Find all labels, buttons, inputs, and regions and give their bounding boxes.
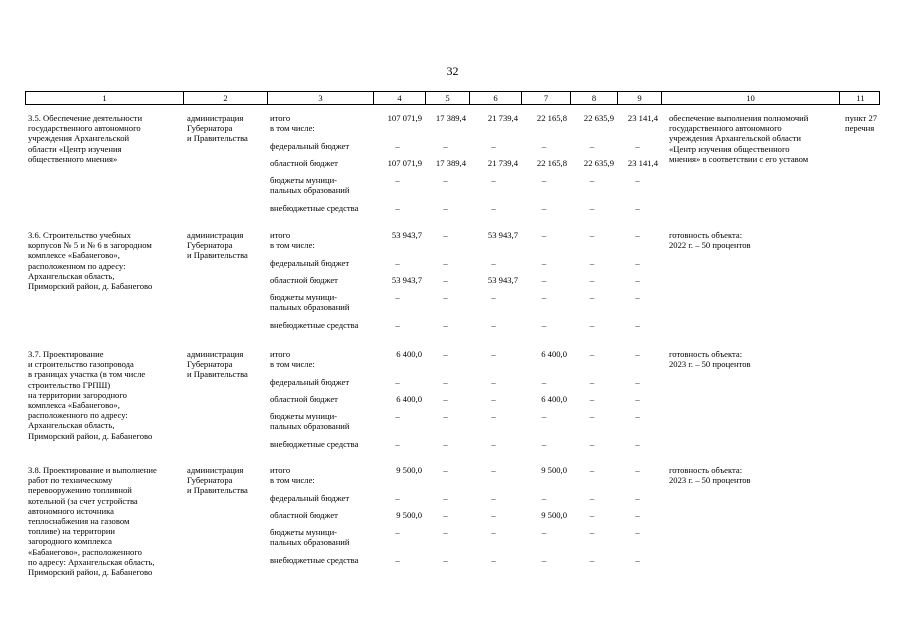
amount-cell: – [541,141,547,151]
amount-cell: – [443,555,448,565]
table-header [25,91,880,105]
table-row [25,465,880,577]
amount-cell: 53 943,7 [391,275,422,285]
amount-cell: – [491,527,496,537]
amount-cell: – [541,411,547,421]
amount-cell: – [491,555,496,565]
amount-cell: – [635,141,640,151]
amount-column [570,230,617,337]
funding-source-list [267,465,373,577]
amount-cell: 9 500,0 [541,510,567,520]
funding-source: бюджеты муници- пальных образований [270,175,350,196]
funding-source: областной бюджет [270,394,338,404]
amount-cell: – [635,230,640,240]
amount-cell: – [491,510,496,520]
header-col: 5 [426,92,470,104]
amount-cell: – [395,141,400,151]
amount-cell: – [635,203,640,213]
funding-source-list [267,349,373,456]
amount-cell: – [589,377,595,387]
amount-column [373,230,425,337]
amount-cell: – [395,555,400,565]
amount-cell: 107 071,9 [387,113,422,123]
amount-cell: 53 943,7 [391,230,422,240]
amount-column [617,349,661,456]
amount-cell: – [589,510,595,520]
amount-cell: – [491,411,496,421]
amount-cell: 53 943,7 [487,230,518,240]
amount-cell: – [395,527,400,537]
amount-column [521,349,570,456]
funding-source: внебюджетные средства [270,439,359,449]
result-indicator: готовность объекта: 2022 г. – 50 процентов [669,230,751,251]
funding-source-list [267,113,373,220]
amount-cell: – [395,175,400,185]
amount-cell: – [395,203,400,213]
amount-cell: 6 400,0 [396,394,422,404]
amount-cell: 21 739,4 [487,113,518,123]
table-row [25,230,880,337]
amount-cell: 22 635,9 [583,158,614,168]
header-col: 9 [618,92,662,104]
amount-cell: 23 141,4 [627,158,658,168]
amount-cell: – [491,439,496,449]
funding-source-list [267,230,373,337]
amount-cell: – [589,465,595,475]
amount-cell: – [491,394,496,404]
amount-cell: – [443,394,448,404]
amount-column [617,113,661,220]
page-number: 32 [446,64,459,78]
executor-cell: администрация Губернатора и Правительства [187,349,248,380]
amount-cell: – [541,555,547,565]
amount-cell: – [443,527,448,537]
amount-cell: – [635,411,640,421]
amount-cell: 22 635,9 [583,113,614,123]
amount-cell: – [541,320,547,330]
amount-column [521,113,570,220]
funding-source: внебюджетные средства [270,320,359,330]
amount-cell: – [589,275,595,285]
measure-name: 3.5. Обеспечение деятельности государственного автономного учреждения Архангельской области «Центр изучения общественного мнения» [28,113,143,164]
amount-cell: – [541,292,547,302]
amount-cell: – [589,141,595,151]
table-row [25,113,880,220]
funding-source: бюджеты муници- пальных образований [270,411,350,432]
amount-cell: – [541,203,547,213]
amount-cell: – [589,527,595,537]
amount-column [425,349,469,456]
amount-cell: 53 943,7 [487,275,518,285]
amount-column [521,230,570,337]
funding-source: федеральный бюджет [270,141,350,151]
header-col: 2 [184,92,268,104]
amount-cell: – [589,394,595,404]
amount-cell: – [395,320,400,330]
funding-source: внебюджетные средства [270,203,359,213]
amount-column [469,465,521,577]
reference-cell [839,230,880,337]
amount-cell: – [395,439,400,449]
amount-cell: – [443,411,448,421]
amount-cell: – [541,230,547,240]
funding-source: федеральный бюджет [270,258,350,268]
amount-cell: – [635,527,640,537]
executor-cell: администрация Губернатора и Правительства [187,465,248,496]
amount-cell: – [443,175,448,185]
amount-cell: – [541,377,547,387]
header-col: 1 [26,92,184,104]
amount-cell: – [589,230,595,240]
amount-cell: – [589,292,595,302]
amount-cell: – [635,258,640,268]
measure-name: 3.8. Проектирование и выполнение работ по техническому перевооружению топливной котельной (за счет устройства автономного источника теплоснабжения на газовом топливе) на территории загородного комплекса «Бабанегово», расположенного по адресу: Архангельская область, Приморский район, д. Бабанегово [28,465,157,578]
table-row [25,349,880,456]
amount-cell: 6 400,0 [541,349,567,359]
amount-cell: – [635,292,640,302]
amount-cell: 23 141,4 [627,113,658,123]
reference-cell: пункт 27 перечня [845,113,878,134]
funding-source: областной бюджет [270,158,338,168]
amount-cell: – [491,292,496,302]
header-col: 7 [522,92,571,104]
amount-cell: – [635,555,640,565]
result-indicator: обеспечение выполнения полномочий государственного автономного учреждения Архангельской области «Центр изучения общественного мнения» в соответствии с его уставом [669,113,809,164]
funding-source: внебюджетные средства [270,555,359,565]
amount-column [570,113,617,220]
amount-cell: – [635,493,640,503]
amount-cell: – [395,493,400,503]
amount-cell: – [491,320,496,330]
amount-column [373,465,425,577]
amount-column [425,230,469,337]
reference-cell [839,349,880,456]
funding-source: итого в том числе: [270,349,315,370]
amount-cell: – [541,527,547,537]
amount-cell: – [541,258,547,268]
amount-column [373,349,425,456]
amount-cell: – [541,493,547,503]
amount-cell: – [491,258,496,268]
amount-cell: – [491,377,496,387]
amount-cell: – [443,292,448,302]
measure-name: 3.7. Проектирование и строительство газопровода в границах участка (в том числе строительство ГРПШ) на территории загородного комплекса «Бабанегово», расположенного по адресу: Архангельская область, Приморский район, д. Бабанегово [28,349,153,441]
amount-cell: – [443,258,448,268]
amount-column [425,465,469,577]
amount-cell: 17 389,4 [435,113,466,123]
funding-source: итого в том числе: [270,113,315,134]
amount-cell: – [541,439,547,449]
measure-name: 3.6. Строительство учебных корпусов № 5 и № 6 в загородном комплексе «Бабанегово», расположенном по адресу: Архангельская область, Приморский район, д. Бабанегово [28,230,153,292]
header-col: 10 [662,92,840,104]
amount-cell: – [635,510,640,520]
amount-cell: – [443,377,448,387]
amount-cell: – [443,230,448,240]
amount-column [521,465,570,577]
amount-cell: 22 165,8 [536,113,567,123]
amount-cell: 9 500,0 [541,465,567,475]
amount-cell: – [541,175,547,185]
funding-source: бюджеты муници- пальных образований [270,527,350,548]
funding-source: бюджеты муници- пальных образований [270,292,350,313]
amount-cell: – [395,258,400,268]
result-indicator: готовность объекта: 2023 г. – 50 процентов [669,465,751,486]
header-col: 8 [571,92,618,104]
amount-cell: 6 400,0 [396,349,422,359]
amount-cell: – [589,555,595,565]
amount-cell: – [541,275,547,285]
amount-cell: – [635,465,640,475]
amount-column [373,113,425,220]
amount-cell: 9 500,0 [396,510,422,520]
program-table [25,91,880,578]
amount-cell: – [395,411,400,421]
funding-source: областной бюджет [270,275,338,285]
reference-cell [839,465,880,577]
executor-cell: администрация Губернатора и Правительства [187,113,248,144]
executor-cell: администрация Губернатора и Правительства [187,230,248,261]
amount-cell: – [635,175,640,185]
amount-cell: – [589,493,595,503]
amount-cell: – [635,377,640,387]
amount-cell: – [635,439,640,449]
funding-source: итого в том числе: [270,230,315,251]
amount-column [469,113,521,220]
amount-cell: – [491,465,496,475]
amount-cell: – [395,377,400,387]
amount-cell: – [491,203,496,213]
amount-cell: – [589,175,595,185]
amount-column [570,465,617,577]
amount-cell: – [589,349,595,359]
amount-cell: 107 071,9 [387,158,422,168]
amount-cell: – [443,320,448,330]
amount-column [570,349,617,456]
amount-cell: – [589,258,595,268]
header-col: 11 [856,93,865,103]
amount-cell: – [589,439,595,449]
header-col: 4 [374,92,426,104]
amount-cell: 6 400,0 [541,394,567,404]
funding-source: федеральный бюджет [270,493,350,503]
amount-cell: – [443,275,448,285]
amount-cell: – [491,493,496,503]
amount-cell: – [491,349,496,359]
amount-cell: 9 500,0 [396,465,422,475]
result-indicator: готовность объекта: 2023 г. – 50 процентов [669,349,751,370]
amount-column [617,230,661,337]
amount-column [425,113,469,220]
amount-cell: 17 389,4 [435,158,466,168]
amount-cell: – [635,320,640,330]
funding-source: областной бюджет [270,510,338,520]
amount-cell: – [635,394,640,404]
amount-cell: 21 739,4 [487,158,518,168]
amount-cell: – [443,349,448,359]
amount-column [469,230,521,337]
amount-column [469,349,521,456]
amount-cell: – [443,493,448,503]
header-col: 6 [470,92,522,104]
amount-cell: – [589,320,595,330]
amount-cell: – [395,292,400,302]
funding-source: итого в том числе: [270,465,315,486]
funding-source: федеральный бюджет [270,377,350,387]
amount-cell: 22 165,8 [536,158,567,168]
amount-cell: – [491,175,496,185]
amount-cell: – [443,141,448,151]
amount-cell: – [443,439,448,449]
amount-cell: – [443,510,448,520]
amount-cell: – [589,203,595,213]
amount-column [617,465,661,577]
amount-cell: – [491,141,496,151]
amount-cell: – [635,349,640,359]
amount-cell: – [589,411,595,421]
amount-cell: – [635,275,640,285]
amount-cell: – [443,465,448,475]
amount-cell: – [443,203,448,213]
header-col: 3 [268,92,374,104]
